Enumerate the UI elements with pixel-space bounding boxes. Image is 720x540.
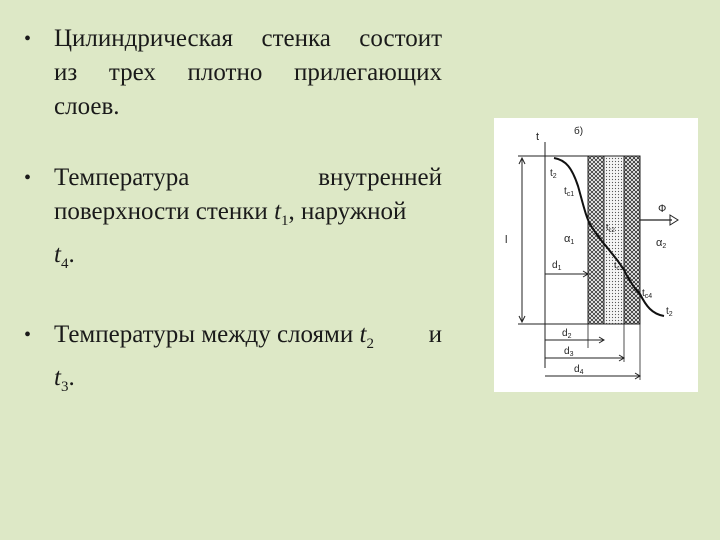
bullet-2-word-a: Температура (54, 164, 190, 191)
wall-diagram-svg (494, 118, 698, 392)
tc2-label: $t_{c2}$ (606, 222, 615, 234)
length-label: l (505, 234, 508, 246)
t2-left-label: $t_2$ (550, 168, 557, 180)
t-axis-label: t (536, 131, 540, 143)
d3-label: $d_3$ (564, 346, 574, 358)
bullet-2-line-3 (54, 238, 442, 281)
bullet-1-line-1: Цилиндрическая стенка состоит (54, 25, 442, 52)
var-t2-sub: 2 (366, 336, 374, 352)
t2-right-label: $t_2$ (666, 306, 673, 318)
figure-label-b: б) (574, 126, 584, 137)
bullet-1-line-3: слоев. (54, 93, 120, 120)
var-t2: t (359, 321, 367, 348)
var-t4: t (54, 241, 61, 268)
alpha1-label: α1 (564, 233, 575, 246)
bullet-item-2 (22, 161, 442, 281)
bullet-2-mid: , наружной (288, 198, 407, 225)
bullet-2-prefix: поверхности стенки (54, 198, 275, 225)
tc3-label: $t_{c3}$ (614, 260, 623, 272)
bullet-3-line-1 (54, 318, 442, 361)
var-t3-sub: 3 (60, 379, 69, 395)
bullet-item-3 (22, 318, 442, 404)
bullet-dot-icon: • (24, 167, 32, 189)
bullet-dot-icon: • (24, 324, 32, 346)
bullet-list (22, 22, 442, 404)
phi-label: Ф (658, 203, 667, 215)
d2-label: $d_2$ (562, 328, 572, 340)
d4-label: $d_4$ (574, 364, 584, 376)
bullet-1-line-2: из трех плотно прилегающих (54, 59, 442, 86)
bullet-item-1 (22, 22, 442, 124)
bullet-2-period: . (68, 241, 75, 268)
d1-label: $d_1$ (552, 260, 562, 272)
var-t4-sub: 4 (60, 256, 69, 272)
alpha2-label: α2 (656, 237, 667, 250)
bullet-3-line-2 (54, 361, 442, 404)
bullet-2-line-2 (54, 195, 442, 238)
bullet-3-period: . (68, 364, 75, 391)
bullet-2-line-1 (54, 161, 442, 195)
wall-layer-3 (624, 156, 640, 324)
tc1-label: $t_{c1}$ (564, 186, 575, 198)
wall-layer-2 (604, 156, 624, 324)
var-t1-sub: 1 (281, 213, 289, 229)
var-t3: t (54, 364, 61, 391)
bullet-3-lead (54, 318, 374, 361)
bullet-3-prefix: Температуры между слоями (54, 321, 360, 348)
wall-diagram-figure (494, 118, 698, 392)
bullet-3-and: и (428, 321, 442, 348)
bullet-2-word-b: внутренней (318, 164, 442, 191)
var-t1: t (274, 198, 282, 225)
tc4-label: $t_{c4}$ (642, 288, 653, 300)
bullet-dot-icon: • (24, 28, 32, 50)
